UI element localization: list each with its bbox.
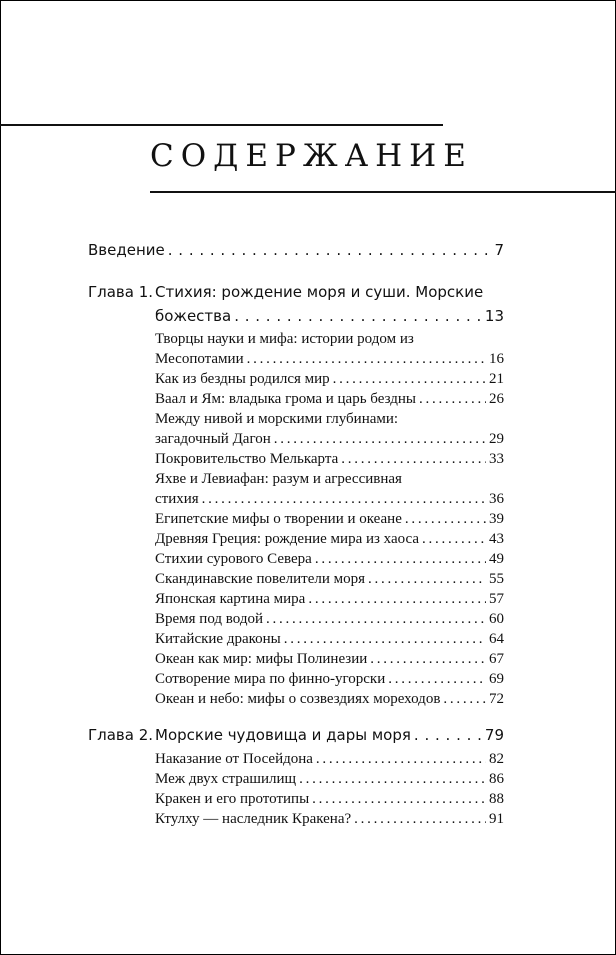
toc-section[interactable] (155, 751, 504, 768)
toc-section[interactable] (155, 591, 504, 608)
leader-dots (370, 651, 486, 668)
toc-page-number: 60 (489, 611, 504, 627)
toc-section-line1[interactable]: Яхве и Левиафан: разум и агрессивная (155, 471, 402, 487)
toc-page-number: 13 (484, 307, 504, 325)
toc-page-number: 72 (489, 691, 504, 707)
toc-section-label: Меж двух страшилищ (155, 771, 297, 787)
toc-section-label: Океан и небо: мифы о созвездиях мореходов (155, 691, 441, 707)
toc-section-label: Покровительство Мелькарта (155, 451, 339, 467)
toc-entry-label: Морские чудовища и дары моря (155, 726, 411, 744)
toc-section[interactable] (155, 631, 504, 648)
toc-page-number: 16 (489, 351, 504, 367)
toc-entry-chapter1[interactable] (155, 307, 504, 325)
page-title: СОДЕРЖАНИЕ (150, 138, 473, 174)
toc-section-label: Ваал и Ям: владыка грома и царь бездны (155, 391, 416, 407)
leader-dots (284, 631, 486, 648)
toc-page-number: 91 (489, 811, 504, 827)
toc-section-label: Время под водой (155, 611, 263, 627)
chapter1-prefix: Глава 1. (88, 283, 154, 301)
toc-section-label: Китайские драконы (155, 631, 281, 647)
toc-section[interactable] (155, 531, 504, 548)
toc-page-number: 69 (489, 671, 504, 687)
toc-page-number: 88 (489, 791, 504, 807)
leader-dots (443, 691, 486, 708)
toc-page-number: 21 (489, 371, 504, 387)
toc-section-label: Как из бездны родился мир (155, 371, 330, 387)
toc-section-label: Египетские мифы о творении и океане (155, 511, 402, 527)
toc-section-label: Океан как мир: мифы Полинезии (155, 651, 368, 667)
leader-dots (333, 371, 486, 388)
toc-page-number: 86 (489, 771, 504, 787)
toc-section[interactable] (155, 671, 504, 688)
leader-dots (247, 351, 486, 368)
leader-dots (168, 241, 492, 259)
toc-section[interactable] (155, 551, 504, 568)
toc-page-number: 26 (489, 391, 504, 407)
toc-section[interactable] (155, 691, 504, 708)
toc-section[interactable] (155, 791, 504, 808)
toc-section-label: загадочный Дагон (155, 431, 271, 447)
toc-section-line1[interactable]: Творцы науки и мифа: истории родом из (155, 331, 414, 347)
leader-dots (274, 431, 486, 448)
leader-dots (422, 531, 486, 548)
toc-page-number: 49 (489, 551, 504, 567)
leader-dots (368, 571, 486, 588)
leader-dots (202, 491, 486, 508)
toc-section[interactable] (155, 611, 504, 628)
toc-page-number: 33 (489, 451, 504, 467)
leader-dots (354, 811, 486, 828)
leader-dots (414, 726, 482, 744)
toc-section-label: Японская картина мира (155, 591, 306, 607)
toc-section-label: Наказание от Посейдона (155, 751, 313, 767)
toc-section-label: стихия (155, 491, 199, 507)
leader-dots (308, 591, 486, 608)
toc-entry-intro[interactable] (88, 241, 504, 259)
toc-section[interactable] (155, 371, 504, 388)
toc-page-number: 43 (489, 531, 504, 547)
toc-section[interactable] (155, 651, 504, 668)
toc-section-label: Скандинавские повелители моря (155, 571, 366, 587)
leader-dots (419, 391, 486, 408)
toc-page-number: 57 (489, 591, 504, 607)
chapter1-title-line1[interactable]: Стихия: рождение моря и суши. Морские (155, 283, 484, 301)
leader-dots (388, 671, 486, 688)
leader-dots (299, 771, 486, 788)
toc-page-number: 39 (489, 511, 504, 527)
toc-section-label: Кракен и его прототипы (155, 791, 310, 807)
toc-section[interactable] (155, 451, 504, 468)
leader-dots (316, 751, 486, 768)
toc-entry-chapter2[interactable] (155, 726, 504, 744)
toc-section[interactable] (155, 571, 504, 588)
toc-page-number: 55 (489, 571, 504, 587)
leader-dots (315, 551, 486, 568)
leader-dots (266, 611, 486, 628)
toc-entry-label: Введение (88, 241, 165, 259)
toc-entry-label: божества (155, 307, 232, 325)
toc-section[interactable] (155, 771, 504, 788)
toc-page-number: 67 (489, 651, 504, 667)
toc-section-label: Сотворение мира по финно-угорски (155, 671, 386, 687)
chapter2-prefix: Глава 2. (88, 726, 154, 744)
toc-page-number: 64 (489, 631, 504, 647)
leader-dots (405, 511, 486, 528)
toc-page-number: 82 (489, 751, 504, 767)
toc-page-number: 36 (489, 491, 504, 507)
toc-page-number: 29 (489, 431, 504, 447)
toc-section-label: Ктулху — наследник Кракена? (155, 811, 352, 827)
toc-page-number: 79 (484, 726, 504, 744)
leader-dots (234, 307, 482, 325)
leader-dots (341, 451, 486, 468)
toc-section[interactable] (155, 511, 504, 528)
toc-page-number: 7 (494, 241, 504, 259)
toc-section-label: Месопотамии (155, 351, 244, 367)
toc-section-label: Древняя Греция: рождение мира из хаоса (155, 531, 420, 547)
toc-section[interactable] (155, 351, 504, 368)
toc-section[interactable] (155, 811, 504, 828)
toc-section-label: Стихии сурового Севера (155, 551, 312, 567)
toc-section[interactable] (155, 491, 504, 508)
toc-section[interactable] (155, 431, 504, 448)
toc-section[interactable] (155, 391, 504, 408)
toc-section-line1[interactable]: Между нивой и морскими глубинами: (155, 411, 399, 427)
leader-dots (312, 791, 486, 808)
